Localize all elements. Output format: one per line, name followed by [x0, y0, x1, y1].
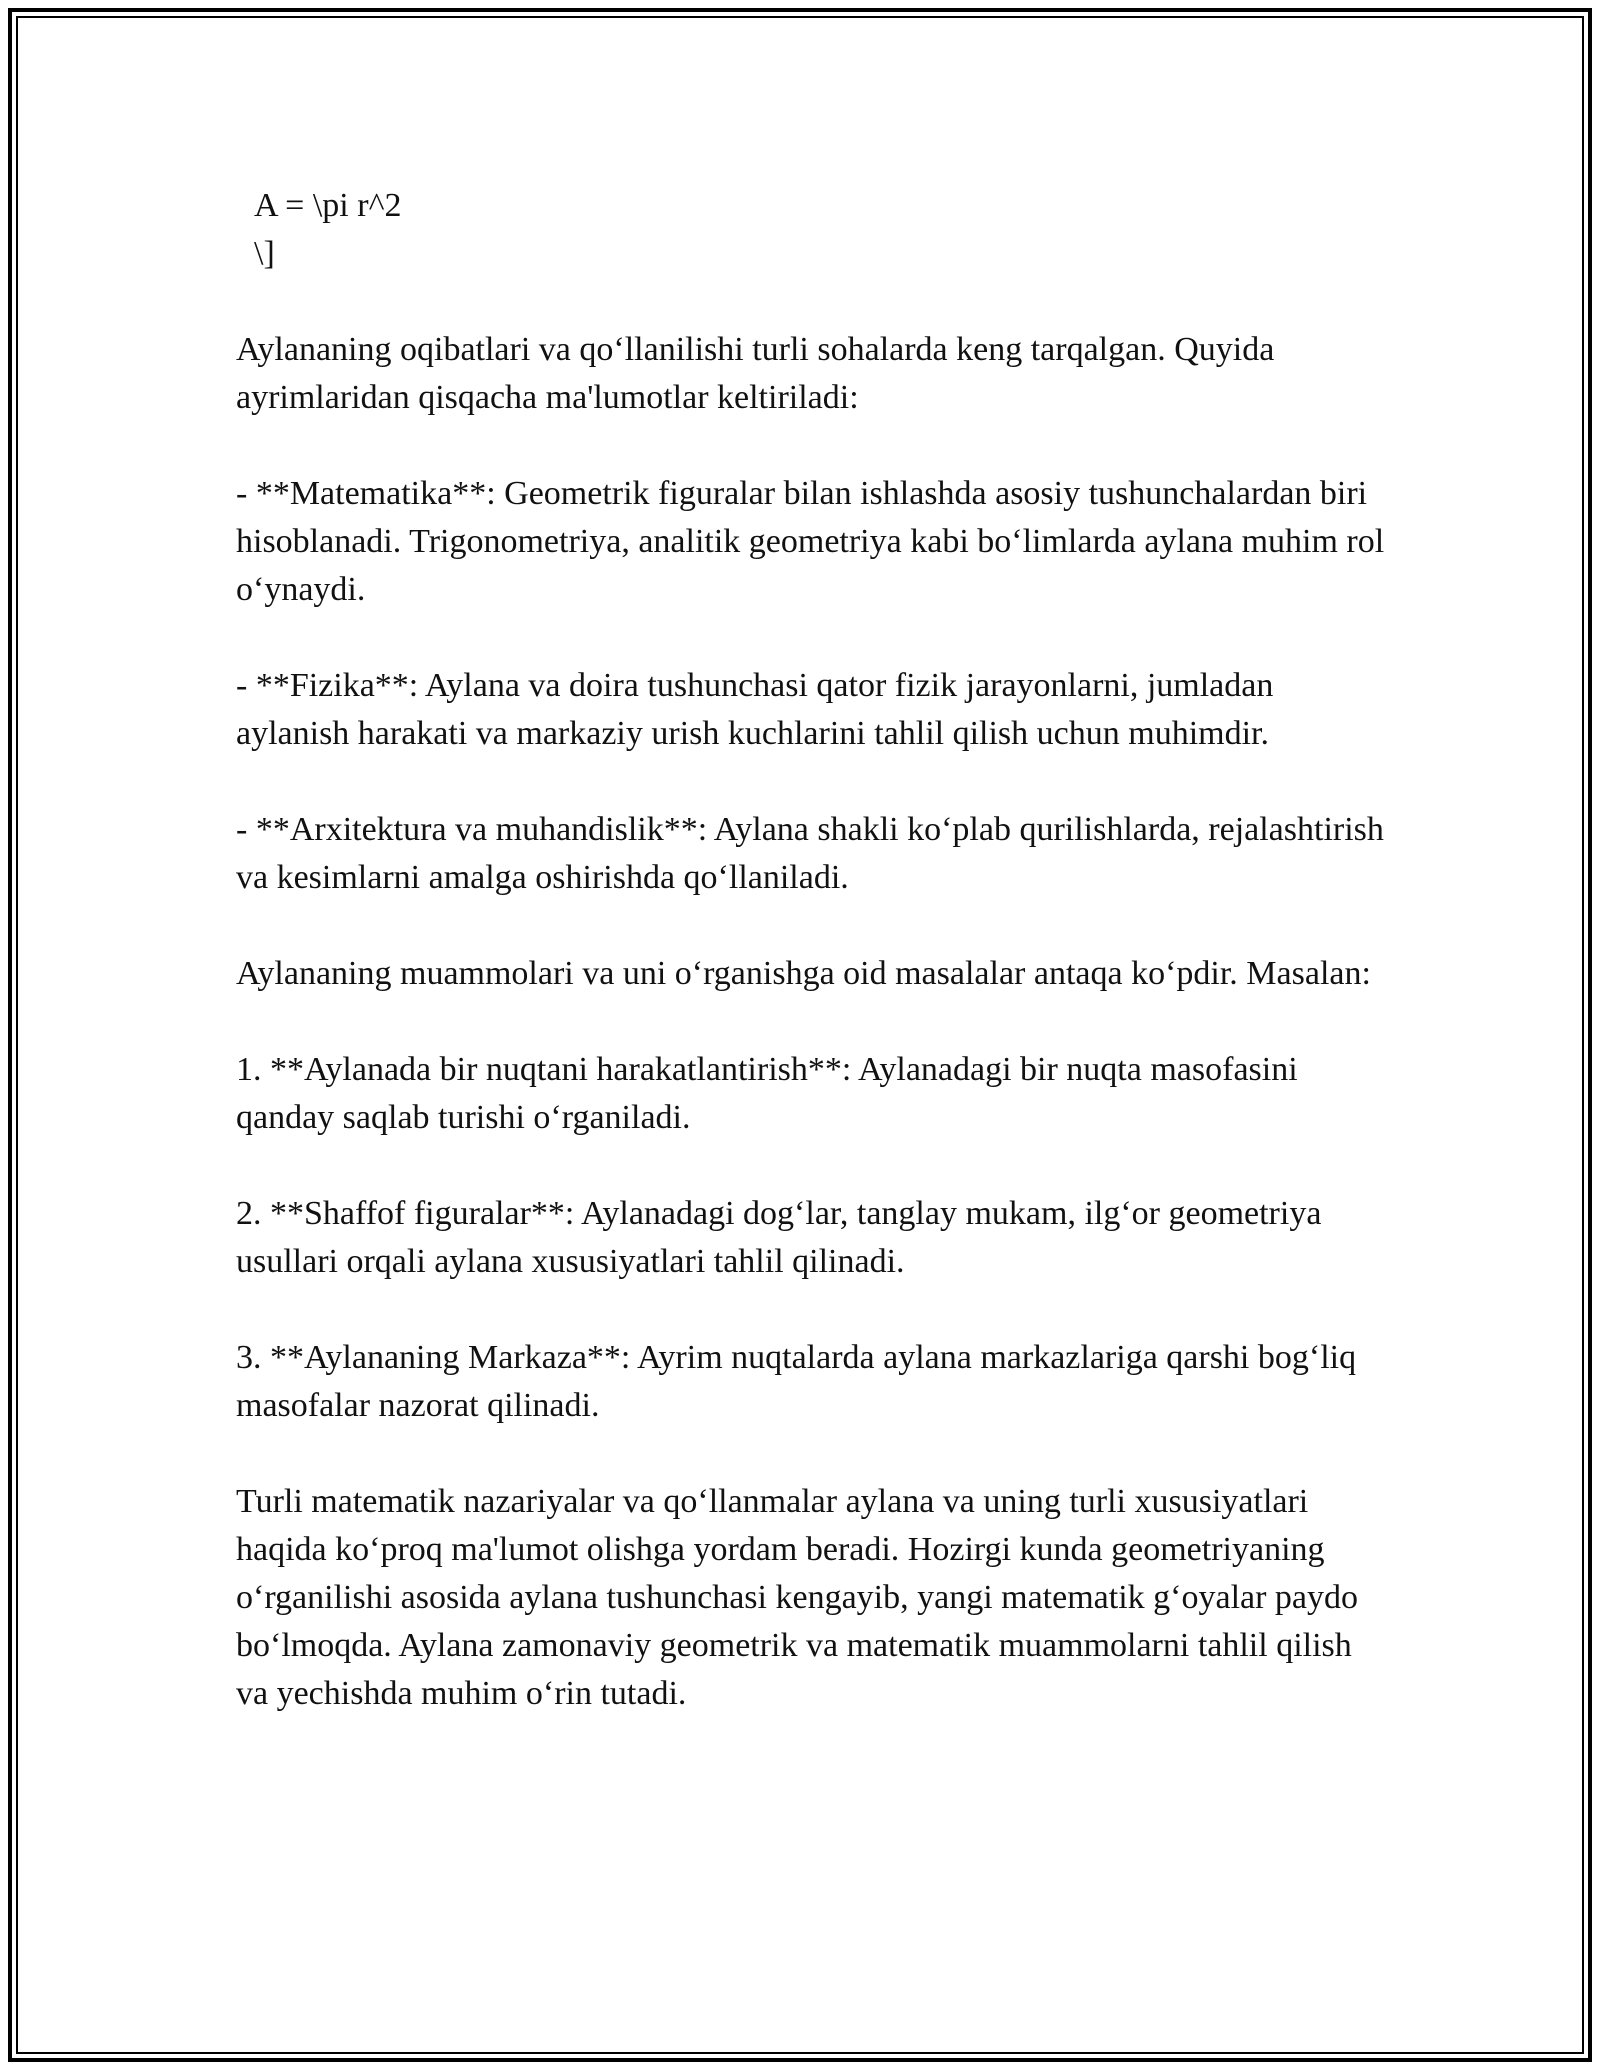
formula-closing-bracket: \]	[254, 235, 275, 272]
paragraph-muammolar: Aylananing muammolari va uni o‘rganishga oid masalalar antaqa ko‘pdir. Masalan:	[236, 955, 1371, 992]
document-body	[236, 182, 1386, 1766]
numbered-item-3: 3. **Aylananing Markaza**: Ayrim nuqtalarda aylana markazlariga qarshi bog‘liq masofalar nazorat qilinadi.	[236, 1339, 1357, 1424]
list-item-arxitektura: - **Arxitektura va muhandislik**: Aylana shakli ko‘plab qurilishlarda, rejalashtirish va kesimlarni amalga oshirishda qo‘llaniladi.	[236, 811, 1384, 896]
formula-line: A = \pi r^2	[254, 187, 402, 224]
numbered-item-1: 1. **Aylanada bir nuqtani harakatlantirish**: Aylanadagi bir nuqta masofasini qanday saqlab turishi o‘rganiladi.	[236, 1051, 1298, 1136]
paragraph-intro: Aylananing oqibatlari va qo‘llanilishi turli sohalarda keng tarqalgan. Quyida ayrimlaridan qisqacha ma'lumotlar keltiriladi:	[236, 331, 1275, 416]
paragraph-conclusion: Turli matematik nazariyalar va qo‘llanmalar aylana va uning turli xususiyatlari haqida ko‘proq ma'lumot olishga yordam beradi. Hozirgi kunda geometriyaning o‘rganilishi asosida aylana tushunchasi kengayib, yangi matematik g‘oyalar paydo bo‘lmoqda. Aylana zamonaviy geometrik va matematik muammolarni tahlil qilish va yechishda muhim o‘rin tutadi.	[236, 1483, 1359, 1712]
formula-block	[236, 182, 1386, 278]
numbered-item-2: 2. **Shaffof figuralar**: Aylanadagi dog‘lar, tanglay mukam, ilg‘or geometriya usullari orqali aylana xususiyatlari tahlil qilinadi.	[236, 1195, 1322, 1280]
list-item-fizika: - **Fizika**: Aylana va doira tushunchasi qator fizik jarayonlarni, jumladan aylanish harakati va markaziy urish kuchlarini tahlil qilish uchun muhimdir.	[236, 667, 1274, 752]
list-item-matematika: - **Matematika**: Geometrik figuralar bilan ishlashda asosiy tushunchalardan biri hisoblanadi. Trigonometriya, analitik geometriya kabi bo‘limlarda aylana muhim rol o‘ynaydi.	[236, 475, 1385, 608]
